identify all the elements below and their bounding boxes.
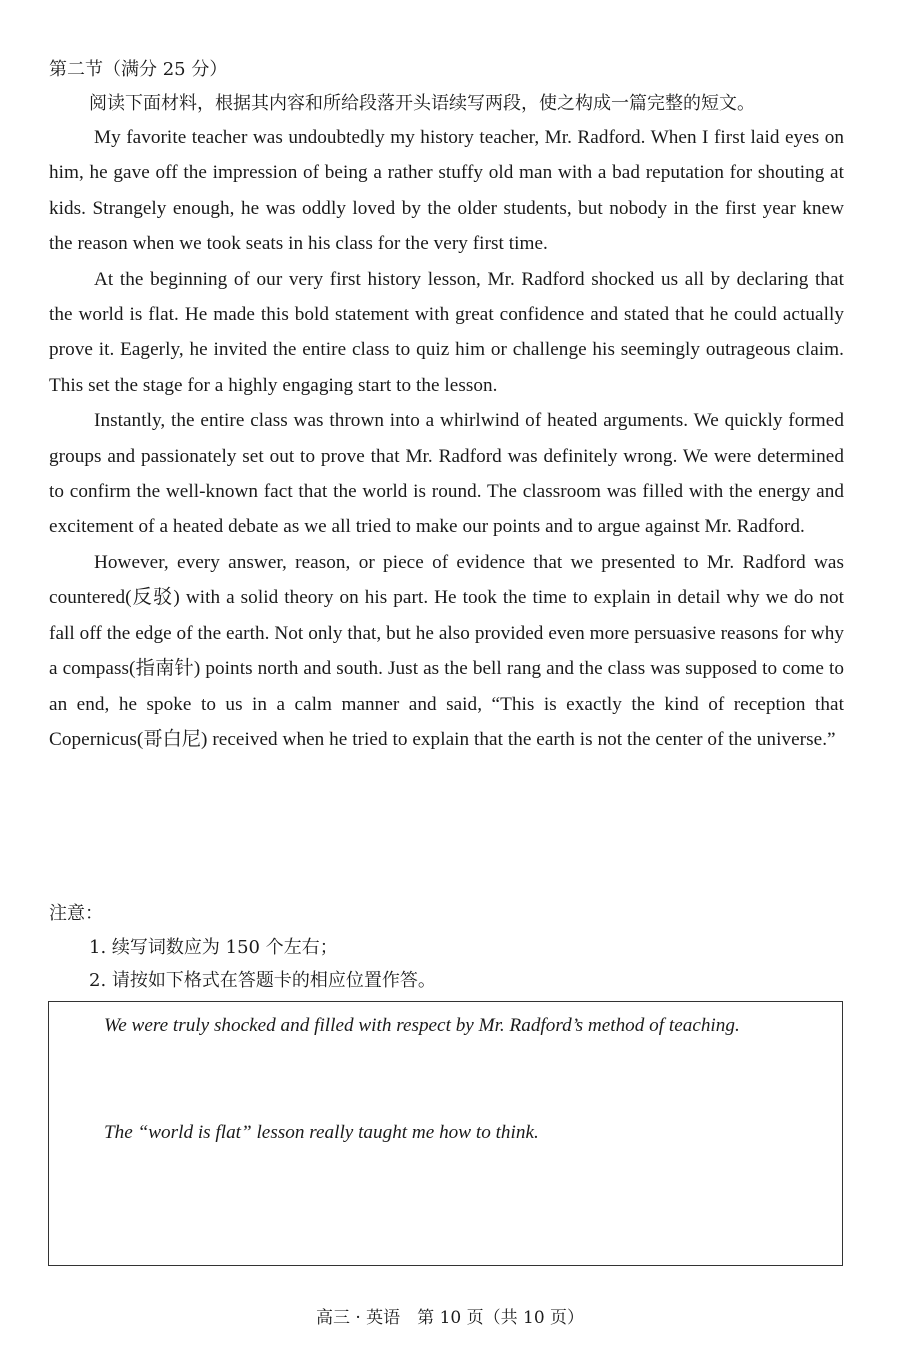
passage-paragraph-1: My favorite teacher was undoubtedly my history teacher, Mr. Radford. When I first laid eyes on him, he gave off the impression of being a rather stuffy old man with a bad reputation for shouting at kids. Strangely enough, he was oddly loved by the older students, but nobody in the first year knew the reason when we took seats in his class for the very first time. [49,127,844,255]
section-title: 第二节（满分 25 分） [49,59,228,80]
notes-label: 注意： [49,903,103,924]
passage-paragraph-2: At the beginning of our very first history lesson, Mr. Radford shocked us all by declaring that the world is flat. He made this bold statement with great confidence and stated that he could actually prove it. Eagerly, he invited the entire class to quiz him or challenge his seemingly outrageous claim. This set the stage for a highly engaging start to the lesson. [49,268,844,396]
note-item-word-count: 1. 续写词数应为 150 个左右； [89,937,338,958]
paragraph-starter-2: The “world is flat” lesson really taught me how to think. [104,1122,539,1143]
reading-passage [49,120,844,757]
passage-paragraph-4: However, every answer, reason, or piece of evidence that we presented to Mr. Radford was countered(反驳) with a solid theory on his part. He took the time to explain in detail why we do not fall off the edge of the earth. Not only that, but he also provided even more persuasive reasons for why a compass(指南针) points north and south. Just as the bell rang and the class was supposed to come to an end, he spoke to us in a calm manner and said, “This is exactly the kind of reception that Copernicus(哥白尼) received when he tried to explain that the earth is not the center of the universe.” [49,551,844,750]
passage-paragraph-3: Instantly, the entire class was thrown into a whirlwind of heated arguments. We quickly formed groups and passionately set out to prove that Mr. Radford was definitely wrong. We were determined to confirm the well-known fact that the world is round. The classroom was filled with the energy and excitement of a heated debate as we all tried to make our points and to argue against Mr. Radford. [49,410,844,538]
answer-box [48,1001,843,1266]
instruction-text: 阅读下面材料，根据其内容和所给段落开头语续写两段，使之构成一篇完整的短文。 [89,93,755,114]
paragraph-starter-1: We were truly shocked and filled with respect by Mr. Radford’s method of teaching. [104,1015,740,1036]
note-item-answer-format: 2. 请按如下格式在答题卡的相应位置作答。 [89,970,436,991]
page-footer: 高三 · 英语 第 10 页（共 10 页） [315,1308,585,1328]
